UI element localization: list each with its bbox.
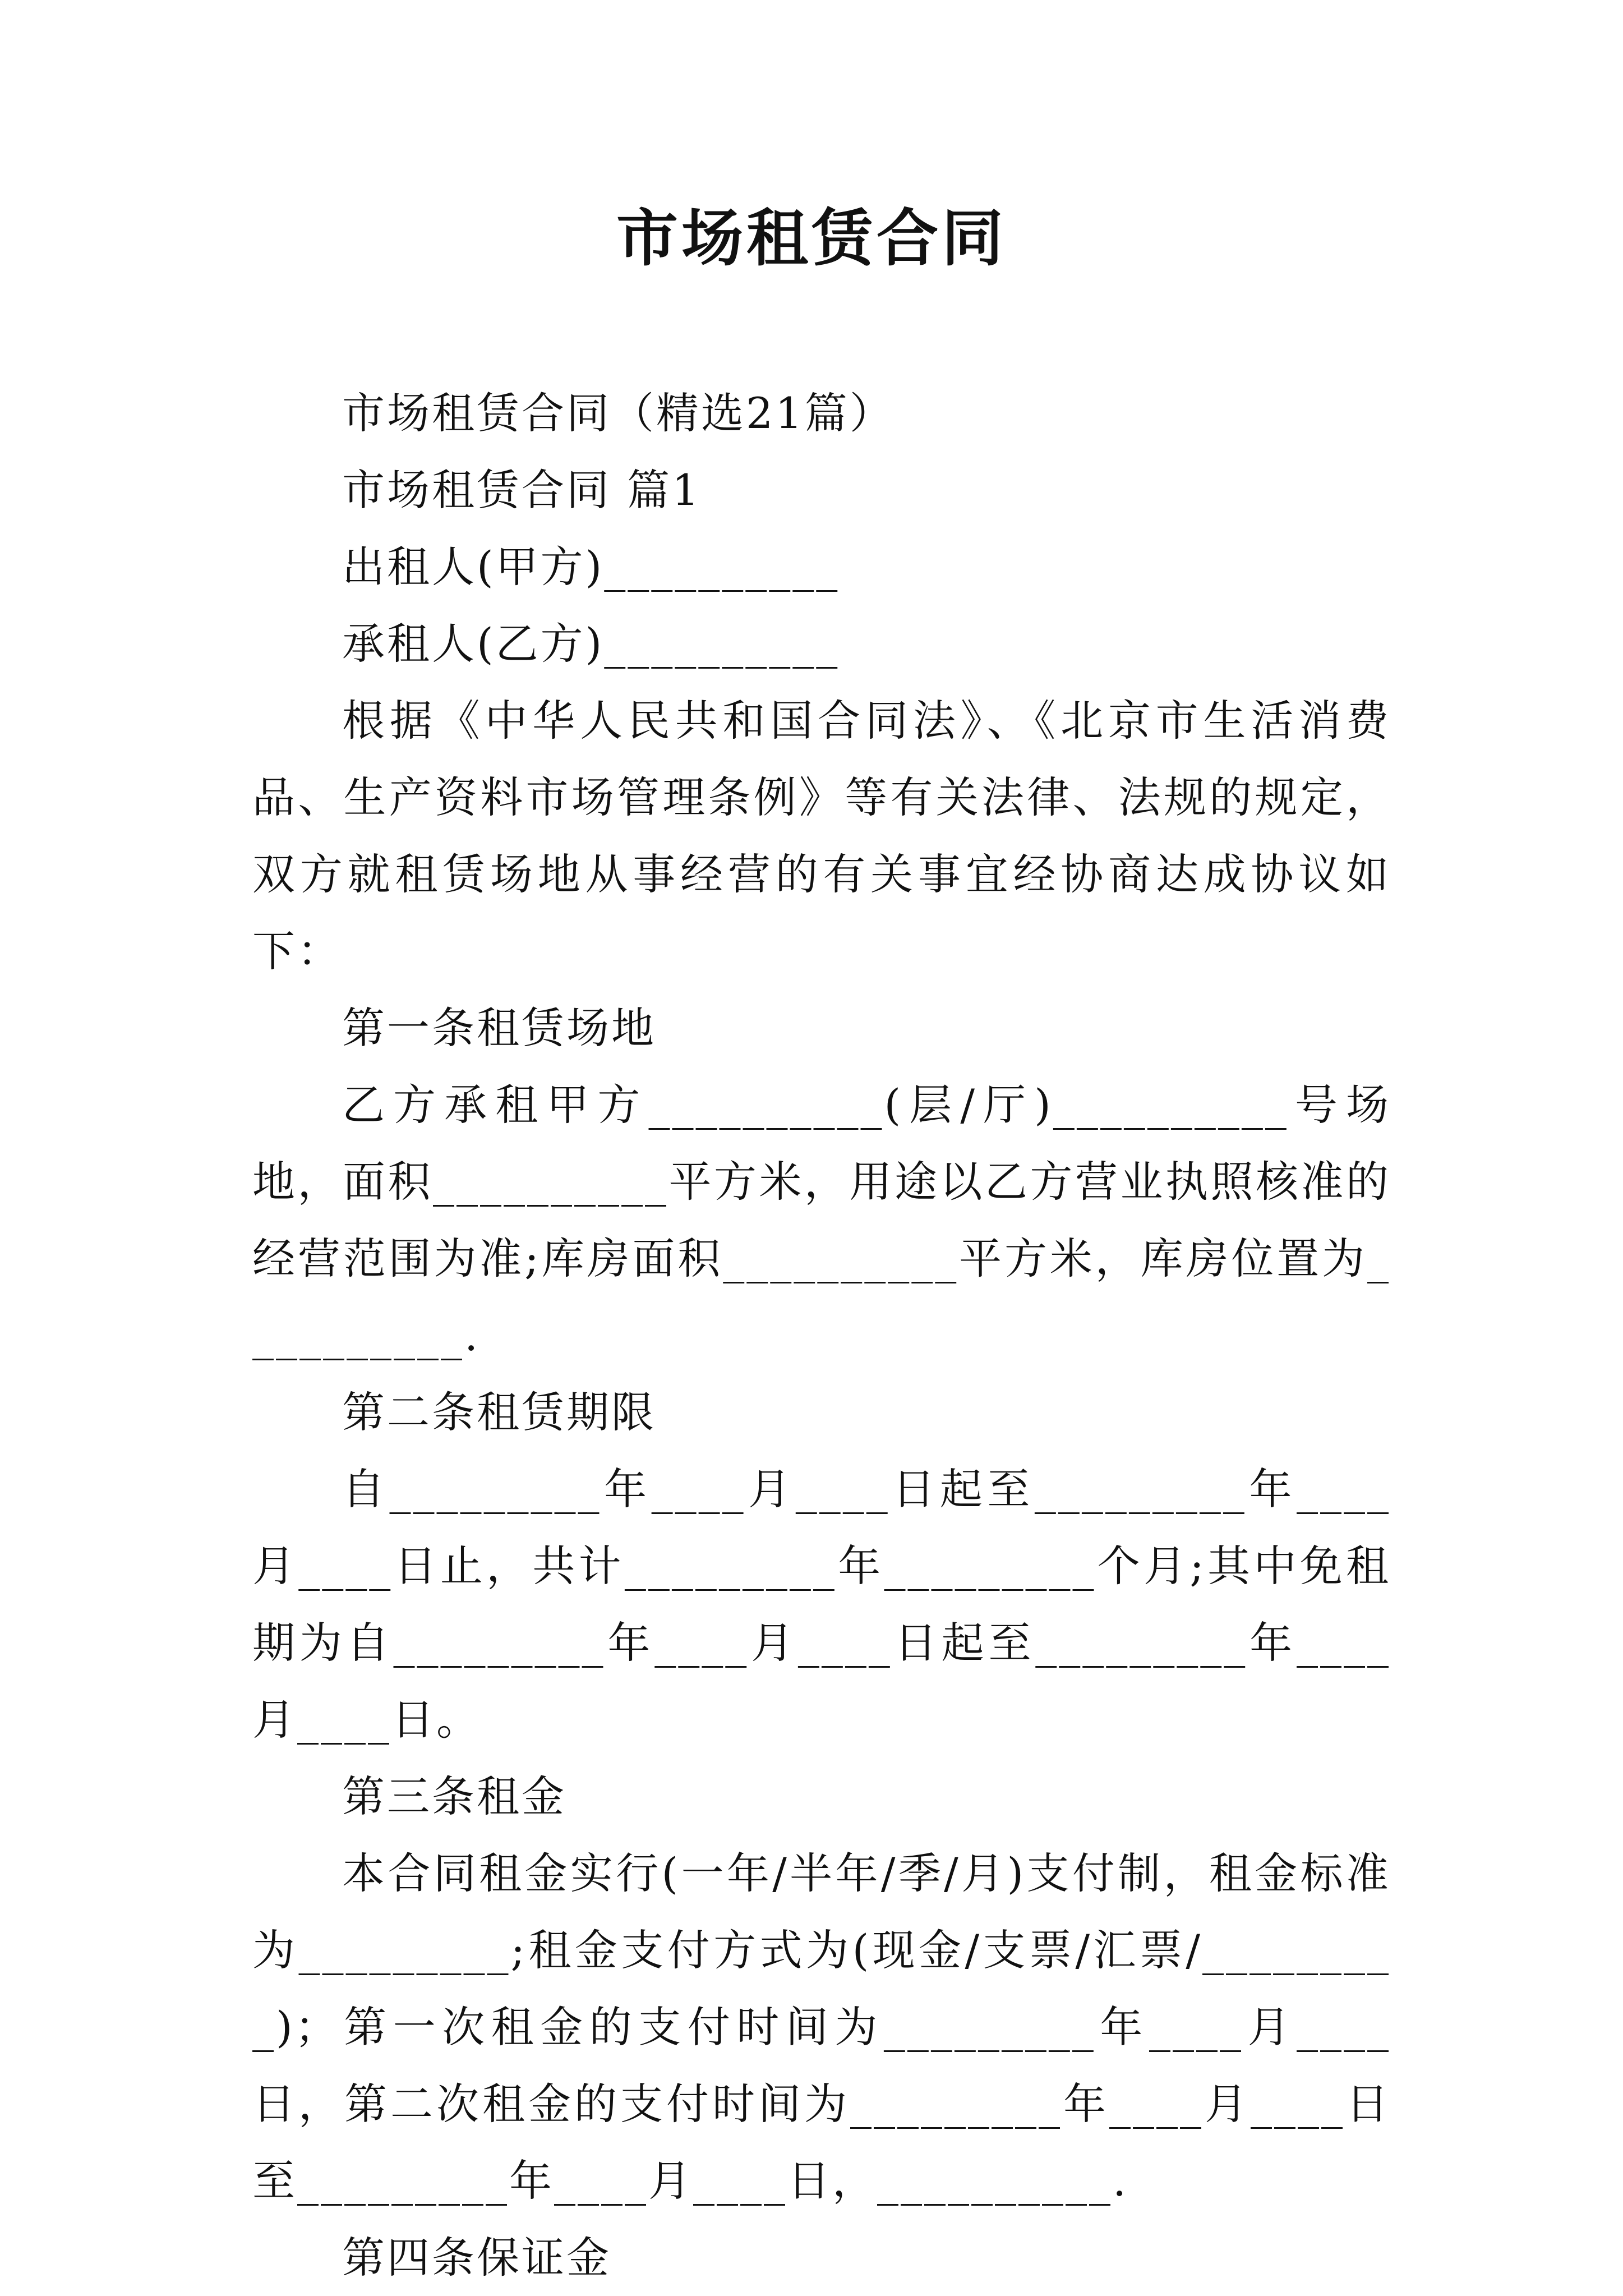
article-3-text: 本合同租金实行(一年/半年/季/月)支付制，租金标准为_________;租金支付方式为(现金/支票/汇票/_________)；第一次租金的支付时间为_________年____月____日，第二次租金的支付时间为_________年____月____日至_________年____月____日，__________. bbox=[252, 1848, 1391, 2206]
lessor-line: 出租人(甲方)__________ bbox=[342, 542, 840, 592]
subtitle-paragraph: 市场租赁合同（精选21篇） bbox=[342, 388, 895, 438]
article-1-heading: 第一条租赁场地 bbox=[342, 1003, 656, 1053]
article-4-heading: 第四条保证金 bbox=[342, 2233, 611, 2283]
document-body bbox=[252, 375, 1391, 2296]
article-2-heading: 第二条租赁期限 bbox=[342, 1387, 656, 1437]
legal-basis-paragraph: 根据《中华人民共和国合同法》、《北京市生活消费品、生产资料市场管理条例》等有关法律、法规的规定，双方就租赁场地从事经营的有关事宜经协商达成协议如下： bbox=[252, 696, 1391, 976]
document-title: 市场租赁合同 bbox=[616, 202, 1007, 274]
article-3-heading: 第三条租金 bbox=[342, 1772, 566, 1821]
article-2-text: 自_________年____月____日起至_________年____月____日止，共计_________年_________个月;其中免租期为自_________年____月____日起至_________年____月____日。 bbox=[252, 1464, 1391, 1745]
article-1-text: 乙方承租甲方__________(层/厅)__________号场地，面积__________平方米，用途以乙方营业执照核准的经营范围为准;库房面积__________平方米，库房位置为__________. bbox=[252, 1080, 1391, 1360]
section-heading-paragraph: 市场租赁合同 篇1 bbox=[342, 465, 702, 515]
lessee-line: 承租人(乙方)__________ bbox=[342, 619, 840, 669]
